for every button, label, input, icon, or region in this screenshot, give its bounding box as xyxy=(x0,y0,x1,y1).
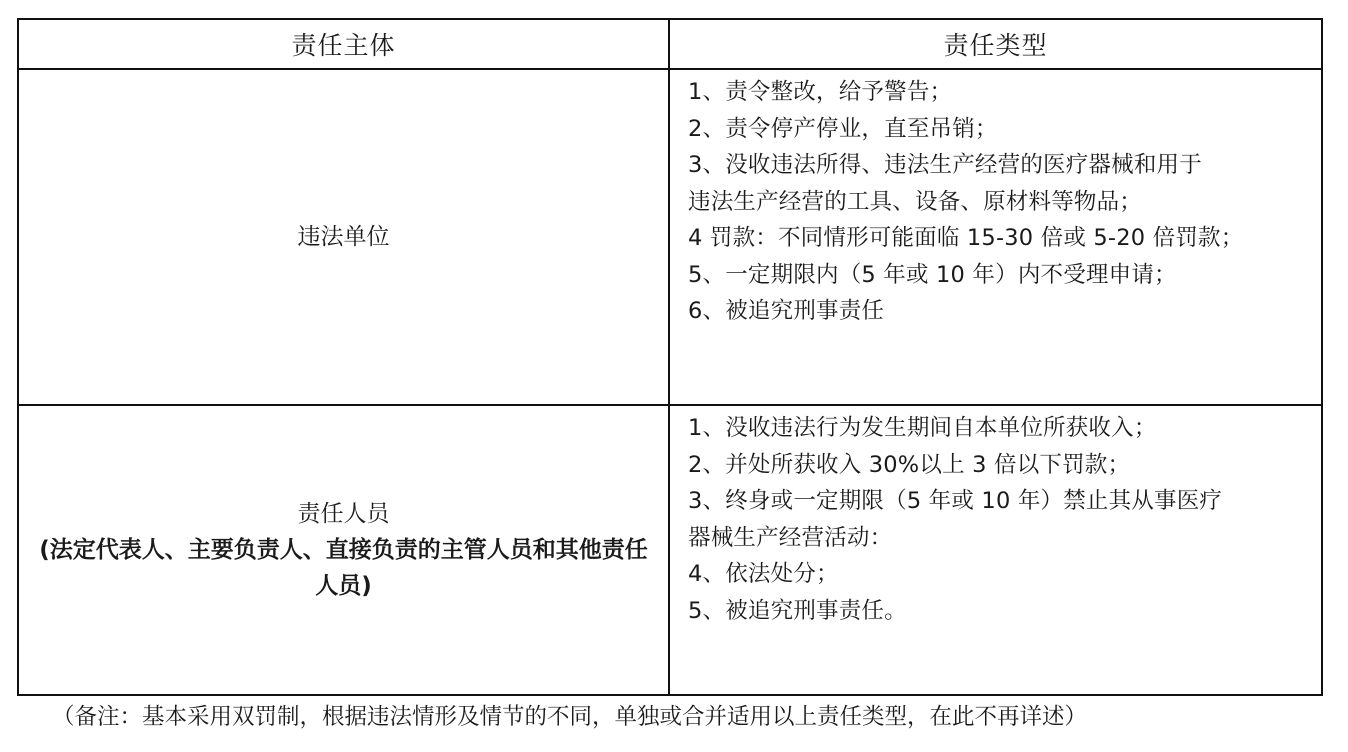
header-type: 责任类型 xyxy=(669,19,1322,69)
types-cell xyxy=(669,405,1322,695)
type-item: 3、终身或一定期限（5 年或 10 年）禁止其从事医疗 xyxy=(688,488,1223,514)
type-item: 2、责令停产停业，直至吊销； xyxy=(688,115,998,142)
table-row xyxy=(18,69,1322,405)
responsibility-table xyxy=(17,18,1323,696)
table-row xyxy=(18,405,1322,695)
type-item: 违法生产经营的工具、设备、原材料等物品； xyxy=(688,188,1143,215)
type-item: 1、责令整改，给予警告； xyxy=(688,79,953,105)
type-item: 5、被追究刑事责任。 xyxy=(688,597,907,624)
type-item: 3、没收违法所得、违法生产经营的医疗器械和用于 xyxy=(688,152,1202,178)
subject-cell xyxy=(18,69,669,405)
type-item: 6、被追究刑事责任 xyxy=(688,298,885,324)
subject-name: 违法单位 xyxy=(297,224,390,250)
type-item: 器械生产经营活动： xyxy=(688,524,893,551)
subject-note: (法定代表人、主要负责人、直接负责的主管人员和其他责任人员) xyxy=(39,537,648,599)
type-item: 4 罚款：不同情形可能面临 15-30 倍或 5-20 倍罚款； xyxy=(688,225,1244,251)
subject-cell xyxy=(18,405,669,695)
header-subject: 责任主体 xyxy=(18,19,669,69)
type-item: 4、依法处分； xyxy=(688,561,839,587)
table-header-row xyxy=(18,19,1322,69)
types-cell xyxy=(669,69,1322,405)
type-item: 1、没收违法行为发生期间自本单位所获收入； xyxy=(688,415,1157,441)
subject-name: 责任人员 xyxy=(297,501,390,527)
footnote: （备注：基本采用双罚制，根据违法情形及情节的不同，单独或合并适用以上责任类型，在此不再详述） xyxy=(52,704,1088,730)
type-item: 5、一定期限内（5 年或 10 年）内不受理申请； xyxy=(688,261,1177,288)
type-item: 2、并处所获收入 30%以上 3 倍以下罚款； xyxy=(688,451,1131,478)
